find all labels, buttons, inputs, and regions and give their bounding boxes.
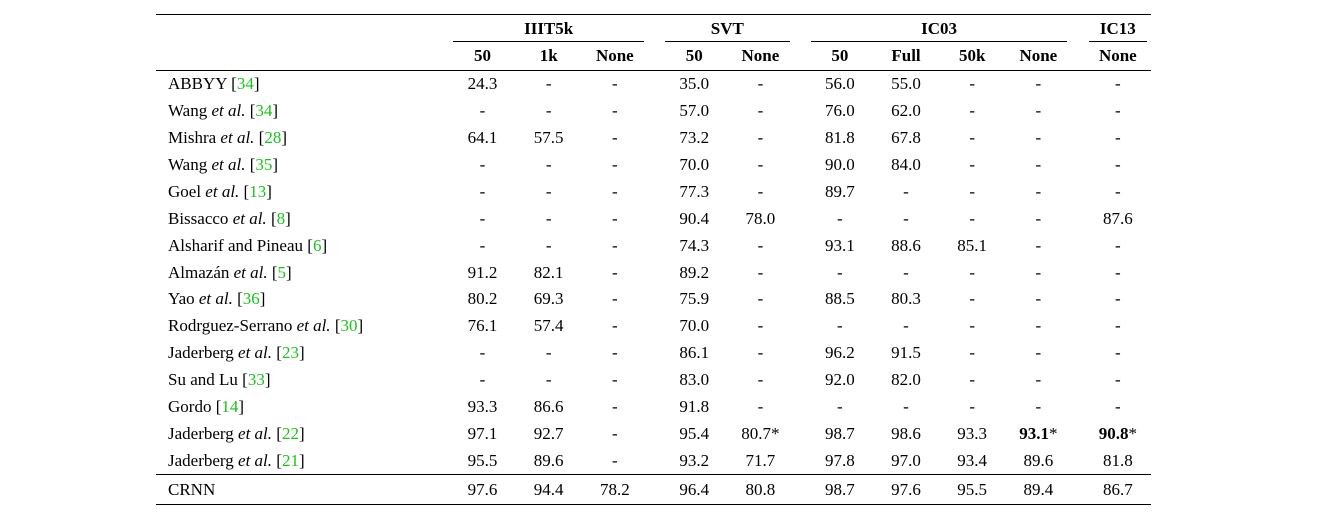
value-cell: - bbox=[969, 208, 976, 228]
value-cell: 91.2 bbox=[467, 262, 498, 282]
value-cell: - bbox=[612, 208, 618, 228]
value-cell: - bbox=[757, 397, 764, 417]
value-cell: 57.5 bbox=[533, 128, 564, 148]
value-cell: - bbox=[479, 343, 486, 363]
value-cell: 76.0 bbox=[824, 101, 855, 121]
value-cell: - bbox=[612, 316, 618, 336]
value-cell: 93.1* bbox=[1019, 423, 1058, 443]
subheader-cell: None bbox=[727, 44, 793, 70]
method-name: CRNN bbox=[168, 479, 216, 499]
method-name-cell: Mishra et al. [28] bbox=[168, 128, 288, 148]
method-name-cell: Jaderberg et al. [21] bbox=[168, 450, 305, 470]
value-cell: 62.0 bbox=[891, 101, 921, 121]
subheader-cell: 50 bbox=[661, 44, 727, 70]
table-row bbox=[156, 420, 1151, 447]
value-cell: 69.3 bbox=[533, 289, 564, 309]
value-cell: 64.1 bbox=[467, 128, 498, 148]
value-cell: 83.0 bbox=[679, 370, 710, 390]
value-cell: - bbox=[479, 181, 486, 201]
et-al-text: et al. bbox=[233, 262, 268, 282]
value-cell: 78.0 bbox=[745, 208, 776, 228]
value-cell: - bbox=[969, 289, 976, 309]
value-cell: 93.3 bbox=[467, 397, 498, 417]
method-name-cell: Rodrguez-Serrano et al. [30] bbox=[168, 316, 364, 336]
value-cell: - bbox=[1115, 74, 1121, 94]
value-cell: - bbox=[969, 155, 976, 174]
value-cell: - bbox=[612, 74, 618, 94]
value-cell: - bbox=[612, 397, 618, 417]
value-cell: 88.6 bbox=[891, 235, 921, 255]
value-cell: - bbox=[479, 101, 486, 121]
value-cell: 91.8 bbox=[679, 397, 710, 417]
value-cell: - bbox=[612, 262, 618, 282]
method-name-cell: Wang et al. [35] bbox=[168, 155, 279, 174]
value-cell: - bbox=[545, 74, 552, 94]
value-cell: - bbox=[1035, 289, 1042, 309]
value-cell: 93.3 bbox=[957, 423, 988, 443]
value-cell: 57.0 bbox=[679, 101, 710, 121]
subheader-cell: 50k bbox=[939, 44, 1005, 70]
subheader-cell: None bbox=[582, 44, 648, 70]
results-table bbox=[156, 14, 1151, 505]
table-row bbox=[156, 447, 1151, 474]
citation-link[interactable]: 30 bbox=[340, 316, 358, 336]
value-cell: - bbox=[1035, 397, 1042, 417]
value-cell: 90.0 bbox=[824, 155, 855, 174]
value-cell: - bbox=[612, 370, 618, 390]
value-cell: - bbox=[969, 101, 976, 121]
value-cell: - bbox=[757, 343, 764, 363]
method-name-cell bbox=[156, 475, 449, 505]
value-cell: - bbox=[969, 74, 976, 94]
method-name-cell: Gordo [14] bbox=[168, 397, 245, 417]
value-cell: - bbox=[903, 316, 909, 336]
value-cell: - bbox=[1115, 397, 1121, 417]
value-cell: 89.7 bbox=[824, 181, 855, 201]
value-cell: 90.8* bbox=[1098, 423, 1137, 443]
value-cell: - bbox=[969, 181, 976, 201]
value-cell: 74.3 bbox=[679, 235, 710, 255]
value-cell: 57.4 bbox=[533, 316, 564, 336]
value-cell: - bbox=[1035, 370, 1042, 390]
citation-link[interactable]: 33 bbox=[247, 370, 265, 390]
value-cell: 94.4 bbox=[516, 475, 582, 505]
value-cell: - bbox=[757, 74, 764, 94]
table-row bbox=[156, 286, 1151, 313]
method-name-cell: Jaderberg et al. [23] bbox=[168, 343, 305, 363]
value-cell: 88.5 bbox=[824, 289, 855, 309]
value-cell: 93.1 bbox=[824, 235, 855, 255]
group-svt: SVT bbox=[665, 19, 789, 42]
value-cell: 97.6 bbox=[449, 475, 515, 505]
value-cell: 81.8 bbox=[1102, 450, 1133, 470]
method-name: Almazán bbox=[168, 262, 230, 282]
value-cell: 89.6 bbox=[533, 450, 564, 470]
value-cell: - bbox=[612, 155, 618, 174]
value-cell: - bbox=[545, 101, 552, 121]
value-cell: 56.0 bbox=[824, 74, 855, 94]
subheader-row bbox=[156, 44, 1151, 70]
value-cell: 80.2 bbox=[467, 289, 498, 309]
table-row bbox=[156, 205, 1151, 232]
value-cell: 70.0 bbox=[679, 155, 710, 174]
value-cell: 97.8 bbox=[824, 450, 855, 470]
citation-link[interactable]: 36 bbox=[242, 289, 260, 309]
value-cell: - bbox=[1115, 289, 1121, 309]
value-cell: 89.2 bbox=[679, 262, 710, 282]
value-cell: - bbox=[1115, 155, 1121, 174]
value-cell: - bbox=[837, 208, 843, 228]
group-ic13: IC13 bbox=[1089, 19, 1147, 42]
value-cell: - bbox=[1115, 262, 1121, 282]
method-name-cell: Wang et al. [34] bbox=[168, 101, 279, 121]
value-cell: - bbox=[1115, 235, 1121, 255]
value-cell: 90.4 bbox=[679, 208, 710, 228]
value-cell: - bbox=[837, 397, 843, 417]
value-cell: - bbox=[545, 155, 552, 174]
value-cell: - bbox=[969, 316, 976, 336]
et-al-text: et al. bbox=[232, 208, 267, 228]
et-al-text: et al. bbox=[211, 155, 246, 174]
value-cell: 86.6 bbox=[533, 397, 564, 417]
value-cell: 93.4 bbox=[957, 450, 988, 470]
value-cell: 80.3 bbox=[891, 289, 921, 309]
value-cell: - bbox=[757, 181, 764, 201]
value-cell: - bbox=[612, 423, 618, 443]
value-cell: - bbox=[969, 128, 976, 148]
value-cell: - bbox=[903, 262, 909, 282]
value-cell: 55.0 bbox=[891, 74, 921, 94]
method-name-cell: Yao et al. [36] bbox=[168, 289, 266, 309]
table-row bbox=[156, 259, 1151, 286]
method-name: Wang bbox=[168, 101, 208, 121]
value-cell: - bbox=[757, 155, 764, 174]
value-cell: 75.9 bbox=[679, 289, 710, 309]
value-cell: 85.1 bbox=[957, 235, 988, 255]
value-cell: - bbox=[1035, 343, 1042, 363]
value-cell: 89.4 bbox=[1005, 475, 1071, 505]
value-cell: 78.2 bbox=[582, 475, 648, 505]
value-cell: - bbox=[757, 289, 764, 309]
value-cell: 89.6 bbox=[1023, 450, 1054, 470]
value-cell: 96.4 bbox=[661, 475, 727, 505]
value-cell: 82.1 bbox=[533, 262, 564, 282]
citation-link[interactable]: 28 bbox=[264, 128, 282, 148]
table-row bbox=[156, 152, 1151, 179]
value-cell: - bbox=[1035, 235, 1042, 255]
value-cell: - bbox=[612, 343, 618, 363]
value-cell: 92.7 bbox=[533, 423, 564, 443]
value-cell: - bbox=[545, 208, 552, 228]
value-cell: - bbox=[1035, 316, 1042, 336]
value-cell: 87.6 bbox=[1102, 208, 1133, 228]
value-cell: - bbox=[1115, 128, 1121, 148]
value-cell: 24.3 bbox=[467, 74, 498, 94]
value-cell: 86.1 bbox=[679, 343, 710, 363]
value-cell: - bbox=[903, 397, 909, 417]
et-al-text: et al. bbox=[205, 181, 240, 201]
citation-link[interactable]: 6 bbox=[312, 235, 322, 255]
method-name: Wang bbox=[168, 155, 208, 174]
value-cell: 84.0 bbox=[891, 155, 921, 174]
value-cell: 80.8 bbox=[727, 475, 793, 505]
citation-link[interactable]: 34 bbox=[255, 101, 273, 121]
table-row bbox=[156, 178, 1151, 205]
citation-link[interactable]: 34 bbox=[236, 74, 254, 94]
value-cell: - bbox=[837, 316, 843, 336]
citation-link[interactable]: 21 bbox=[281, 450, 299, 470]
value-cell: - bbox=[903, 181, 909, 201]
subheader-cell: Full bbox=[873, 44, 939, 70]
value-cell: 81.8 bbox=[824, 128, 855, 148]
value-cell: 97.0 bbox=[891, 450, 921, 470]
value-cell: - bbox=[1115, 101, 1121, 121]
et-al-text: et al. bbox=[211, 101, 246, 121]
value-cell: - bbox=[612, 101, 618, 121]
value-cell: - bbox=[757, 262, 764, 282]
value-cell: 80.7* bbox=[741, 423, 780, 443]
value-cell: - bbox=[1035, 181, 1042, 201]
group-iiit5k: IIIT5k bbox=[453, 19, 644, 42]
et-al-text: et al. bbox=[198, 289, 233, 309]
method-name: Jaderberg bbox=[168, 450, 234, 470]
et-al-text: et al. bbox=[238, 343, 273, 363]
method-name: Rodrguez-Serrano bbox=[168, 316, 293, 336]
value-cell: 91.5 bbox=[891, 343, 921, 363]
value-cell: - bbox=[479, 235, 486, 255]
et-al-text: et al. bbox=[238, 423, 273, 443]
method-name: Goel bbox=[168, 181, 202, 201]
value-cell: - bbox=[1035, 128, 1042, 148]
method-name: Alsharif and Pineau bbox=[168, 235, 304, 255]
value-cell: 76.1 bbox=[467, 316, 498, 336]
method-name-cell: Su and Lu [33] bbox=[168, 370, 271, 390]
value-cell: 97.1 bbox=[467, 423, 498, 443]
value-cell: - bbox=[612, 450, 618, 470]
value-cell: 98.6 bbox=[891, 423, 921, 443]
value-cell: 70.0 bbox=[679, 316, 710, 336]
value-cell: - bbox=[969, 397, 976, 417]
value-cell: - bbox=[969, 370, 976, 390]
method-name: ABBYY bbox=[168, 74, 227, 94]
method-name: Jaderberg bbox=[168, 423, 234, 443]
method-name: Gordo bbox=[168, 397, 212, 417]
value-cell: 82.0 bbox=[891, 370, 921, 390]
value-cell: - bbox=[837, 262, 843, 282]
value-cell: 95.4 bbox=[679, 423, 710, 443]
group-ic03: IC03 bbox=[811, 19, 1068, 42]
table-row bbox=[156, 313, 1151, 340]
value-cell: - bbox=[1035, 74, 1042, 94]
subheader-cell: None bbox=[1005, 44, 1071, 70]
value-cell: - bbox=[479, 155, 486, 174]
table-row bbox=[156, 394, 1151, 421]
value-cell: - bbox=[612, 181, 618, 201]
value-cell: - bbox=[757, 235, 764, 255]
method-name: Bissacco bbox=[168, 208, 229, 228]
et-al-text: et al. bbox=[238, 450, 273, 470]
value-cell: - bbox=[612, 235, 618, 255]
citation-link[interactable]: 14 bbox=[221, 397, 239, 417]
value-cell: 35.0 bbox=[679, 74, 710, 94]
value-cell: - bbox=[969, 262, 976, 282]
table-row bbox=[156, 70, 1151, 97]
value-cell: 92.0 bbox=[824, 370, 855, 390]
value-cell: - bbox=[545, 181, 552, 201]
value-cell: - bbox=[969, 343, 976, 363]
subheader-cell: None bbox=[1085, 44, 1151, 70]
value-cell: - bbox=[757, 370, 764, 390]
value-cell: - bbox=[545, 235, 552, 255]
citation-link[interactable]: 13 bbox=[249, 181, 267, 201]
subheader-cell: 50 bbox=[807, 44, 873, 70]
value-cell: - bbox=[1035, 155, 1042, 174]
value-cell: 71.7 bbox=[745, 450, 776, 470]
value-cell: - bbox=[545, 370, 552, 390]
value-cell: 67.8 bbox=[891, 128, 921, 148]
value-cell: - bbox=[1035, 208, 1042, 228]
value-cell: - bbox=[757, 101, 764, 121]
citation-link[interactable]: 8 bbox=[276, 208, 286, 228]
value-cell: 77.3 bbox=[679, 181, 710, 201]
value-cell: 95.5 bbox=[939, 475, 1005, 505]
et-al-text: et al. bbox=[220, 128, 255, 148]
citation-link[interactable]: 23 bbox=[281, 343, 299, 363]
method-name-cell: Alsharif and Pineau [6] bbox=[168, 235, 328, 255]
group-header-row bbox=[156, 15, 1151, 45]
method-name: Yao bbox=[168, 289, 195, 309]
value-cell: - bbox=[1115, 370, 1121, 390]
value-cell: 96.2 bbox=[824, 343, 855, 363]
value-cell: - bbox=[545, 343, 552, 363]
results-body bbox=[156, 70, 1151, 504]
value-cell: 73.2 bbox=[679, 128, 710, 148]
value-cell: - bbox=[1115, 343, 1121, 363]
value-cell: - bbox=[1035, 101, 1042, 121]
citation-link[interactable]: 35 bbox=[255, 155, 273, 174]
citation-link[interactable]: 5 bbox=[277, 262, 287, 282]
et-al-text: et al. bbox=[296, 316, 331, 336]
value-cell: 93.2 bbox=[679, 450, 710, 470]
method-name-cell: Almazán et al. [5] bbox=[168, 262, 292, 282]
crnn-row bbox=[156, 475, 1151, 505]
table-row bbox=[156, 367, 1151, 394]
value-cell: 98.7 bbox=[807, 475, 873, 505]
value-cell: - bbox=[1115, 316, 1121, 336]
table-row bbox=[156, 340, 1151, 367]
value-cell: 98.7 bbox=[824, 423, 855, 443]
method-name: Jaderberg bbox=[168, 343, 234, 363]
value-cell: - bbox=[479, 208, 486, 228]
table-row bbox=[156, 98, 1151, 125]
value-cell: - bbox=[903, 208, 909, 228]
subheader-cell: 1k bbox=[516, 44, 582, 70]
value-cell: - bbox=[479, 370, 486, 390]
subheader-cell: 50 bbox=[449, 44, 515, 70]
citation-link[interactable]: 22 bbox=[281, 423, 299, 443]
method-name-cell: Bissacco et al. [8] bbox=[168, 208, 291, 228]
table-row bbox=[156, 125, 1151, 152]
value-cell: 95.5 bbox=[467, 450, 498, 470]
value-cell: - bbox=[1115, 181, 1121, 201]
method-name-cell: ABBYY [34] bbox=[168, 74, 260, 94]
method-name: Mishra bbox=[168, 128, 217, 148]
value-cell: 86.7 bbox=[1085, 475, 1151, 505]
value-cell: - bbox=[612, 128, 618, 148]
value-cell: 97.6 bbox=[873, 475, 939, 505]
method-name: Su and Lu bbox=[168, 370, 238, 390]
value-cell: - bbox=[612, 289, 618, 309]
method-name-cell: Goel et al. [13] bbox=[168, 181, 272, 201]
value-cell: - bbox=[1035, 262, 1042, 282]
value-cell: - bbox=[757, 316, 764, 336]
table-row bbox=[156, 232, 1151, 259]
value-cell: - bbox=[757, 128, 764, 148]
method-name-cell: Jaderberg et al. [22] bbox=[168, 423, 305, 443]
